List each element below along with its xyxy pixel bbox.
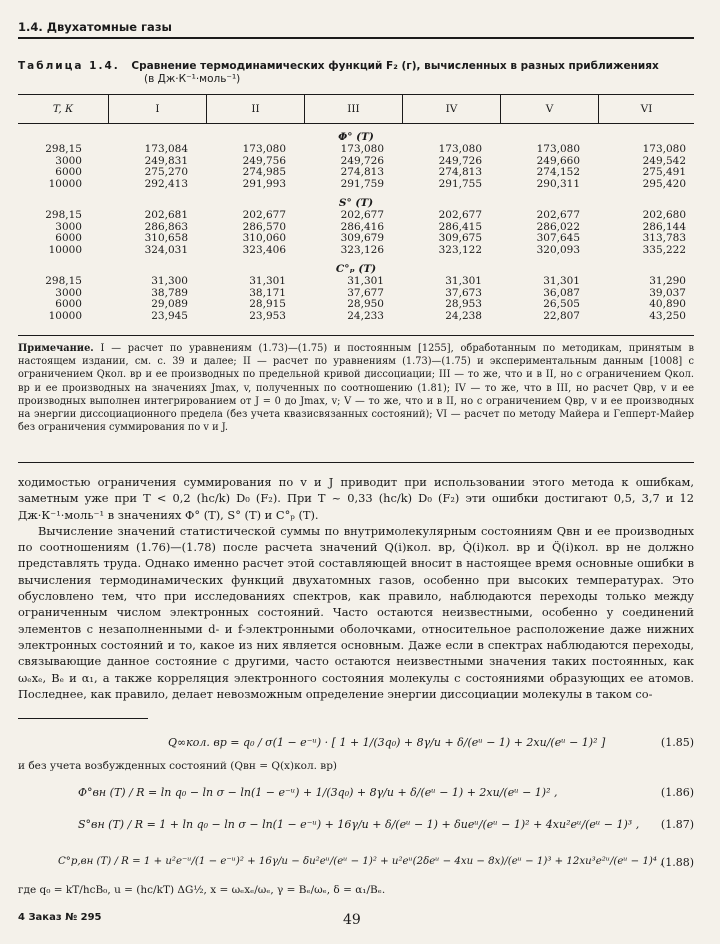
- value-cell: 202,680: [642, 209, 686, 221]
- value-cell: 23,945: [151, 309, 188, 322]
- value-cell: 292,413: [144, 177, 188, 190]
- value-cell: 36,087: [543, 286, 580, 299]
- where-text: где q₀ = kT/hcB₀, u = (hc/kT) ΔG½, x = ωₑxₑ/ωₑ, γ = Bₑ/ωₑ, δ = α₁/Bₑ.: [18, 884, 386, 896]
- header-cell: IV: [402, 95, 500, 123]
- value-cell: 249,542: [642, 154, 686, 167]
- note-text: I — расчет по уравнениям (1.73)—(1.75) и постоянным [1255], обработанным по методикам, принятым в настоящем издании, см. с. 39 и далее; II — расчет по уравнениям (1.73)—(1.75) и экспериментальным данным [1008] с ограничением Qкол. вр и ее производных по предельной кривой диссоциации; III — то же, что и в II, но с ограничением Qкол. вр и ее производных на значениях Jmax, v, полученных по соотношению (1.81); IV — то же, что в III, но расчет Qвр, v и ее производных выполнен интегрированием от J = 0 до Jmax, v; V — то же, что и в II, но с ограничением Qвр, v и ее производных на энергии диссоциационного предела (без учета квазисвязанных состояний); VI — расчет по методу Майера и Гепперт-Майер без ограничения суммирования по v и J.: [18, 343, 694, 434]
- value-cell: 202,677: [340, 209, 384, 221]
- header-cell: VI: [598, 95, 694, 123]
- value-cell: 275,270: [144, 166, 188, 178]
- table-header-row: [18, 95, 694, 124]
- header-cell: III: [304, 95, 402, 123]
- temperature-cell: 3000: [55, 154, 82, 167]
- temperature-cell: 6000: [55, 298, 82, 310]
- table-row: [18, 210, 694, 222]
- value-cell: 249,756: [242, 154, 286, 167]
- temperature-cell: 298,15: [45, 209, 82, 221]
- table-row: [18, 144, 694, 156]
- value-cell: 335,222: [642, 243, 686, 256]
- note-label: Примечание.: [18, 343, 94, 354]
- value-cell: 286,144: [642, 220, 686, 233]
- value-cell: 324,031: [144, 243, 188, 256]
- separator-rule: [18, 718, 148, 719]
- comparison-table: [18, 94, 694, 336]
- temperature-cell: 6000: [55, 166, 82, 178]
- section-title: S° (T): [338, 197, 374, 209]
- temperature-cell: 298,15: [45, 275, 82, 287]
- value-cell: 173,080: [642, 143, 686, 155]
- equation-number: (1.85): [660, 736, 694, 749]
- value-cell: 24,238: [445, 309, 482, 322]
- value-cell: 291,993: [242, 177, 286, 190]
- value-cell: 173,080: [536, 143, 580, 155]
- paragraph: ходимостью ограничения суммирования по v и J приводит при использовании этого метода к ошибкам, заметным уже при T < 0,2 (hc/k) D₀ (F₂). При T ~ 0,33 (hc/k) D₀ (F₂) эти ошибки достигают 0,5, 3,7 и 12 Дж·К⁻¹·моль⁻¹ в значениях Φ° (T), S° (T) и C°ₚ (T).: [18, 475, 694, 522]
- running-head: 1.4. Двухатомные газы: [18, 20, 694, 39]
- value-cell: 173,080: [242, 143, 286, 155]
- value-cell: 22,807: [543, 309, 580, 322]
- paragraph: Вычисление значений статистической суммы по внутримолекулярным состояниям Qвн и ее производных по соотношениям (1.76)—(1.78) после расчета значений Q(i)кол. вр, Q̇(i)кол. вр и Q̈(i)кол. вр не должно представлять труда. Однако именно расчет этой составляющей вносит в настоящее время основные ошибки в вычисления термодинамических функций двухатомных газов, особенно при высоких температурах. Это обусловлено тем, что при исследованиях спектров, как правило, наблюдаются переходы только между ограниченным числом электронных состояний. Часто остаются неизвестными, особенно у соединений элементов с незаполненными d- и f-электронными оболочками, относительное расположение даже нижних электронных состояний и то, какое из них является основным. Даже если в спектрах наблюдаются переходы, связывающие данное состояние с другими, часто остаются неизвестными значения таких постоянных, как ωₑxₑ, Bₑ и α₁, а также корреляция электронного состояния молекулы с состояниями образующих ее атомов. Последнее, как правило, делает невозможным определение энергии диссоциации молекулы в таком со-: [18, 523, 694, 701]
- value-cell: 249,831: [144, 154, 188, 167]
- value-cell: 29,089: [151, 298, 188, 310]
- equation-formula: S°вн (T) / R = 1 + ln q₀ − ln σ − ln(1 − e⁻ᵘ) + 16γ/u + δ/(eᵘ − 1) + δueᵘ/(eᵘ − 1)² + 4xu²eᵘ/(eᵘ − 1)³ ,: [78, 818, 640, 831]
- value-cell: 31,290: [649, 275, 686, 287]
- value-cell: 38,789: [151, 286, 188, 299]
- value-cell: 24,233: [347, 309, 384, 322]
- body-text: [18, 474, 694, 702]
- value-cell: 291,759: [340, 177, 384, 190]
- value-cell: 26,505: [543, 298, 580, 310]
- value-cell: 28,915: [249, 298, 286, 310]
- table-label: Таблица 1.4.: [18, 60, 120, 72]
- value-cell: 275,491: [642, 166, 686, 178]
- page-number: 49: [343, 912, 361, 928]
- value-cell: 323,406: [242, 243, 286, 256]
- between-equation-text: и без учета возбужденных состояний (Qвн = Q(x)кол. вр): [18, 760, 338, 772]
- value-cell: 286,416: [340, 220, 384, 233]
- value-cell: 309,679: [340, 232, 384, 244]
- value-cell: 31,301: [249, 275, 286, 287]
- value-cell: 202,681: [144, 209, 188, 221]
- value-cell: 43,250: [649, 309, 686, 322]
- table-row: [18, 245, 694, 257]
- value-cell: 39,037: [649, 286, 686, 299]
- value-cell: 274,813: [340, 166, 384, 178]
- value-cell: 310,060: [242, 232, 286, 244]
- value-cell: 286,022: [536, 220, 580, 233]
- value-cell: 38,171: [249, 286, 286, 299]
- header-cell: II: [206, 95, 304, 123]
- value-cell: 37,677: [347, 286, 384, 299]
- value-cell: 291,755: [438, 177, 482, 190]
- value-cell: 274,813: [438, 166, 482, 178]
- value-cell: 286,415: [438, 220, 482, 233]
- value-cell: 202,677: [438, 209, 482, 221]
- table-body: [18, 130, 694, 322]
- value-cell: 274,152: [536, 166, 580, 178]
- temperature-cell: 6000: [55, 232, 82, 244]
- header-cell: I: [108, 95, 206, 123]
- table-row: [18, 233, 694, 245]
- header-cell: T, К: [52, 103, 74, 115]
- value-cell: 173,080: [438, 143, 482, 155]
- section-title: Φ° (T): [338, 131, 374, 143]
- equation-number: (1.88): [660, 856, 694, 869]
- value-cell: 320,093: [536, 243, 580, 256]
- value-cell: 274,985: [242, 166, 286, 178]
- table-caption-text: Сравнение термодинамических функций F₂ (г), вычисленных в разных приближениях: [131, 60, 659, 72]
- value-cell: 202,677: [536, 209, 580, 221]
- value-cell: 31,301: [543, 275, 580, 287]
- value-cell: 31,301: [445, 275, 482, 287]
- value-cell: 202,677: [242, 209, 286, 221]
- table-row: [18, 299, 694, 311]
- temperature-cell: 298,15: [45, 143, 82, 155]
- table-row: [18, 179, 694, 191]
- equation-formula: Q∞кол. вр = q₀ / σ(1 − e⁻ᵘ) · [ 1 + 1/(3q₀) + 8γ/u + δ/(eᵘ − 1) + 2xu/(eᵘ − 1)² ]: [168, 736, 606, 749]
- value-cell: 173,084: [144, 143, 188, 155]
- table-row: [18, 167, 694, 179]
- table-caption: [18, 60, 694, 86]
- value-cell: 286,570: [242, 220, 286, 233]
- value-cell: 173,080: [340, 143, 384, 155]
- temperature-cell: 3000: [55, 220, 82, 233]
- value-cell: 286,863: [144, 220, 188, 233]
- table-row: [18, 276, 694, 288]
- value-cell: 323,122: [438, 243, 482, 256]
- temperature-cell: 10000: [48, 243, 82, 256]
- temperature-cell: 10000: [48, 177, 82, 190]
- value-cell: 31,301: [347, 275, 384, 287]
- equation-formula: C°p,вн (T) / R = 1 + u²e⁻ᵘ/(1 − e⁻ᵘ)² + 16γ/u − δu²eᵘ/(eᵘ − 1)² + u²eᵘ(2δeᵘ − 4xu − 8x)/(eᵘ − 1)³ + 12xu³e²ᵘ/(eᵘ − 1)⁴ ,: [58, 856, 664, 867]
- value-cell: 249,726: [340, 154, 384, 167]
- temperature-cell: 10000: [48, 309, 82, 322]
- value-cell: 307,645: [536, 232, 580, 244]
- value-cell: 323,126: [340, 243, 384, 256]
- table-bottom-rule: [18, 462, 694, 463]
- value-cell: 249,660: [536, 154, 580, 167]
- value-cell: 309,675: [438, 232, 482, 244]
- header-cell: V: [500, 95, 598, 123]
- value-cell: 28,953: [445, 298, 482, 310]
- table-note: [18, 342, 694, 434]
- value-cell: 313,783: [642, 232, 686, 244]
- value-cell: 295,420: [642, 177, 686, 190]
- equation-number: (1.86): [660, 786, 694, 799]
- table-caption-units: (в Дж·К⁻¹·моль⁻¹): [144, 73, 241, 85]
- value-cell: 28,950: [347, 298, 384, 310]
- section-title: C°ₚ (T): [335, 263, 377, 275]
- value-cell: 37,673: [445, 286, 482, 299]
- temperature-cell: 3000: [55, 286, 82, 299]
- page: [18, 0, 702, 944]
- print-signature: 4 Заказ № 295: [18, 912, 102, 923]
- value-cell: 40,890: [649, 298, 686, 310]
- value-cell: 23,953: [249, 309, 286, 322]
- value-cell: 31,300: [151, 275, 188, 287]
- value-cell: 249,726: [438, 154, 482, 167]
- equation-formula: Φ°вн (T) / R = ln q₀ − ln σ − ln(1 − e⁻ᵘ) + 1/(3q₀) + 8γ/u + δ/(eᵘ − 1) + 2xu/(eᵘ − 1)² ,: [78, 786, 558, 799]
- table-row: [18, 311, 694, 323]
- equation-number: (1.87): [660, 818, 694, 831]
- value-cell: 290,311: [536, 177, 580, 190]
- value-cell: 310,658: [144, 232, 188, 244]
